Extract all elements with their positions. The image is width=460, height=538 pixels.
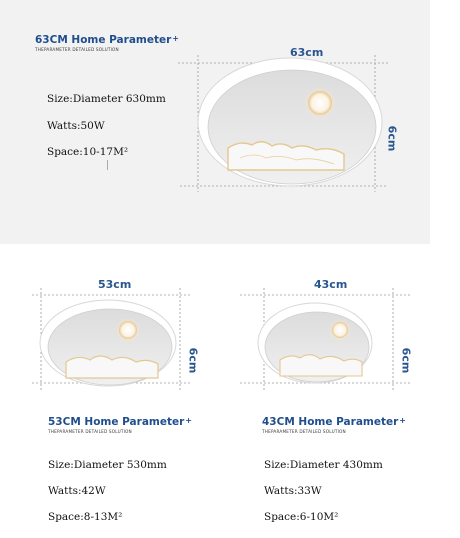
heading-43-text: 43CM Home Parameter xyxy=(262,416,399,428)
height-label-43: 6cm xyxy=(399,347,413,374)
spec-63-size: Size:Diameter 630mm xyxy=(47,93,166,105)
lamp-43 xyxy=(258,303,372,383)
width-label-53: 53cm xyxy=(98,278,132,291)
spec-63-space: Space:10-17M² xyxy=(47,146,129,158)
subheading-63: THEPARAMETER DETAILED SOLUTION xyxy=(35,47,119,52)
height-label-63: 6cm xyxy=(385,125,399,152)
heading-43-plus: + xyxy=(399,416,406,425)
width-label-63: 63cm xyxy=(290,46,324,59)
lamp-53 xyxy=(40,300,176,386)
heading-63-text: 63CM Home Parameter xyxy=(35,34,172,46)
cursor-mark xyxy=(107,160,108,170)
heading-53-plus: + xyxy=(185,416,192,425)
heading-53-text: 53CM Home Parameter xyxy=(48,416,185,428)
spec-53-size: Size:Diameter 530mm xyxy=(48,459,167,471)
width-label-43: 43cm xyxy=(314,278,348,291)
heading-63-plus: + xyxy=(172,34,179,43)
spec-63-watts: Watts:50W xyxy=(47,120,105,132)
spec-43-size: Size:Diameter 430mm xyxy=(264,459,383,471)
height-label-53: 6cm xyxy=(186,347,200,374)
spec-43-space: Space:6-10M² xyxy=(264,511,339,523)
spec-53-space: Space:8-13M² xyxy=(48,511,123,523)
subheading-53: THEPARAMETER DETAILED SOLUTION xyxy=(48,429,132,434)
heading-43 xyxy=(262,416,406,428)
subheading-43: THEPARAMETER DETAILED SOLUTION xyxy=(262,429,346,434)
spec-43-watts: Watts:33W xyxy=(264,485,322,497)
spec-53-watts: Watts:42W xyxy=(48,485,106,497)
lamp-63 xyxy=(198,58,382,186)
heading-63 xyxy=(35,34,179,46)
heading-53 xyxy=(48,416,192,428)
